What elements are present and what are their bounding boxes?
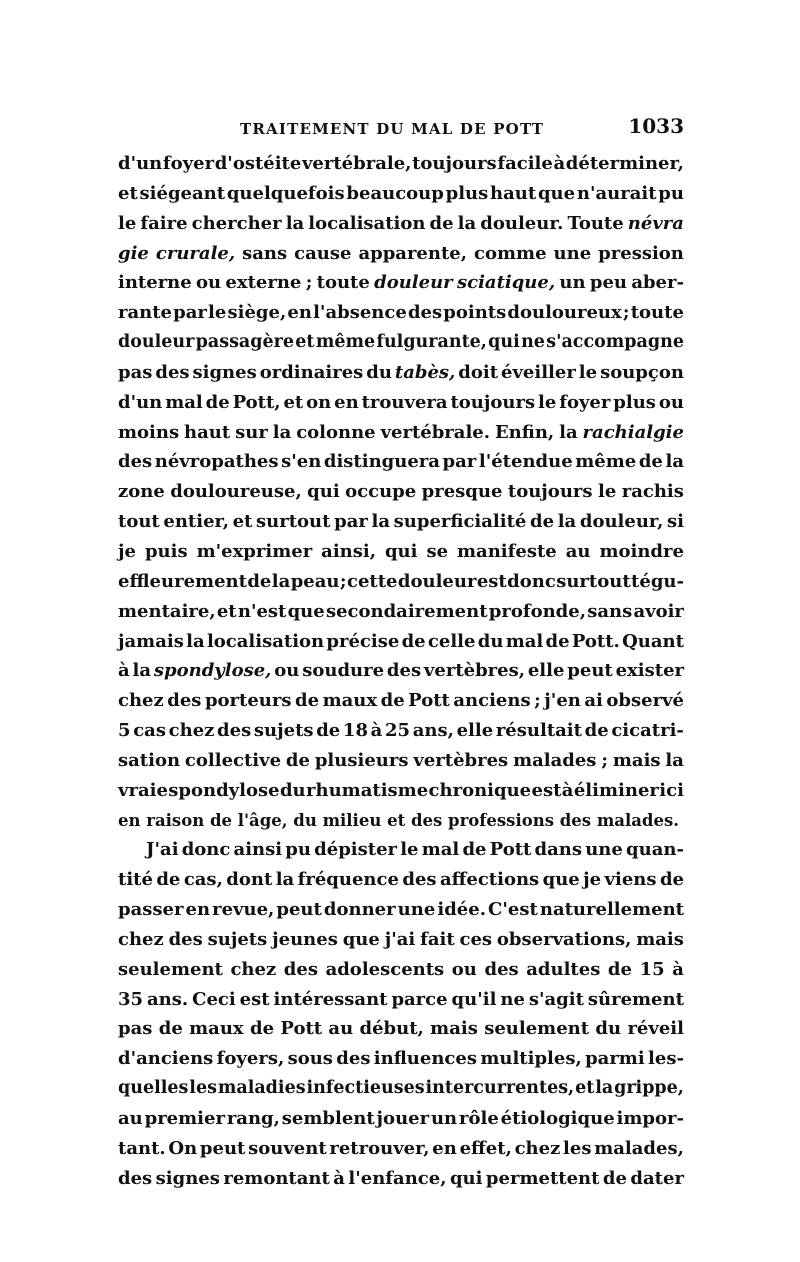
- text-line: rante par le siège, en l'absence des points douloureux ; toute: [118, 302, 684, 324]
- text-line: gie crurale, sans cause apparente, comme une pression: [118, 242, 684, 264]
- text-line: interne ou externe ; toute douleur sciatique, un peu aber-: [118, 272, 684, 294]
- text-line: J'ai donc ainsi pu dépister le mal de Pott dans une quan-: [146, 839, 684, 861]
- text-line: des signes remontant à l'enfance, qui permettent de dater: [118, 1167, 684, 1189]
- text-line: d'un foyer d'ostéite vertébrale, toujours facile à déterminer,: [118, 153, 684, 174]
- text-line: et siégeant quelquefois beaucoup plus haut que n'aurait pu: [118, 182, 684, 204]
- text-line: tité de cas, dont la fréquence des affections que je viens de: [118, 869, 684, 891]
- page-number: 1033: [628, 114, 684, 138]
- text-line: passer en revue, peut donner une idée. C'est naturellement: [118, 899, 684, 921]
- text-line: quelles les maladies infectieuses intercurrentes, et la grippe,: [118, 1078, 684, 1099]
- text-line: chez des porteurs de maux de Pott anciens ; j'en ai observé: [118, 690, 684, 712]
- text-line: tout entier, et surtout par la superficialité de la douleur, si: [118, 511, 684, 533]
- text-line: seulement chez des adolescents ou des adultes de 15 à: [118, 958, 684, 980]
- text-line: chez des sujets jeunes que j'ai fait ces observations, mais: [118, 928, 684, 950]
- text-line: sation collective de plusieurs vertèbres malades ; mais la: [118, 749, 684, 771]
- text-line: je puis m'exprimer ainsi, qui se manifeste au moindre: [118, 540, 684, 562]
- text-line: mentaire, et n'est que secondairement profonde, sans avoir: [118, 600, 684, 622]
- running-title: TRAITEMENT DU MAL DE POTT: [240, 120, 545, 138]
- text-line: des névropathes s'en distinguera par l'étendue même de la: [118, 451, 684, 473]
- text-line: jamais la localisation précise de celle du mal de Pott. Quant: [118, 630, 684, 652]
- body-text: [118, 149, 684, 1194]
- text-line: 35 ans. Ceci est intéressant parce qu'il ne s'agit sûrement: [118, 988, 684, 1010]
- text-line: effleurement de la peau ; cette douleur est donc surtout tégu-: [118, 570, 684, 592]
- running-head: [118, 114, 684, 146]
- text-line: pas des signes ordinaires du tabès, doit éveiller le soupçon: [118, 361, 684, 383]
- text-line: zone douloureuse, qui occupe presque toujours le rachis: [118, 481, 684, 503]
- text-line: d'anciens foyers, sous des influences multiples, parmi les-: [118, 1048, 684, 1070]
- text-line: douleur passagère et même fulgurante, qui ne s'accompagne: [118, 332, 684, 353]
- text-line: d'un mal de Pott, et on en trouvera toujours le foyer plus ou: [118, 391, 684, 413]
- text-line: au premier rang, semblent jouer un rôle étiologique impor-: [118, 1108, 684, 1129]
- text-line: pas de maux de Pott au début, mais seulement du réveil: [118, 1018, 684, 1040]
- text-line: à la spondylose, ou soudure des vertèbres, elle peut exister: [118, 660, 684, 682]
- text-line: en raison de l'âge, du milieu et des professions des malades.: [118, 810, 680, 830]
- text-line: 5 cas chez des sujets de 18 à 25 ans, elle résultait de cicatri-: [118, 720, 684, 742]
- text-line: le faire chercher la localisation de la douleur. Toute névra: [118, 212, 684, 234]
- text-line: vraie spondylose du rhumatisme chronique est à éliminer ici: [118, 779, 684, 801]
- text-line: moins haut sur la colonne vertébrale. Enfin, la rachialgie: [118, 421, 684, 443]
- text-line: tant. On peut souvent retrouver, en effet, chez les malades,: [118, 1137, 684, 1159]
